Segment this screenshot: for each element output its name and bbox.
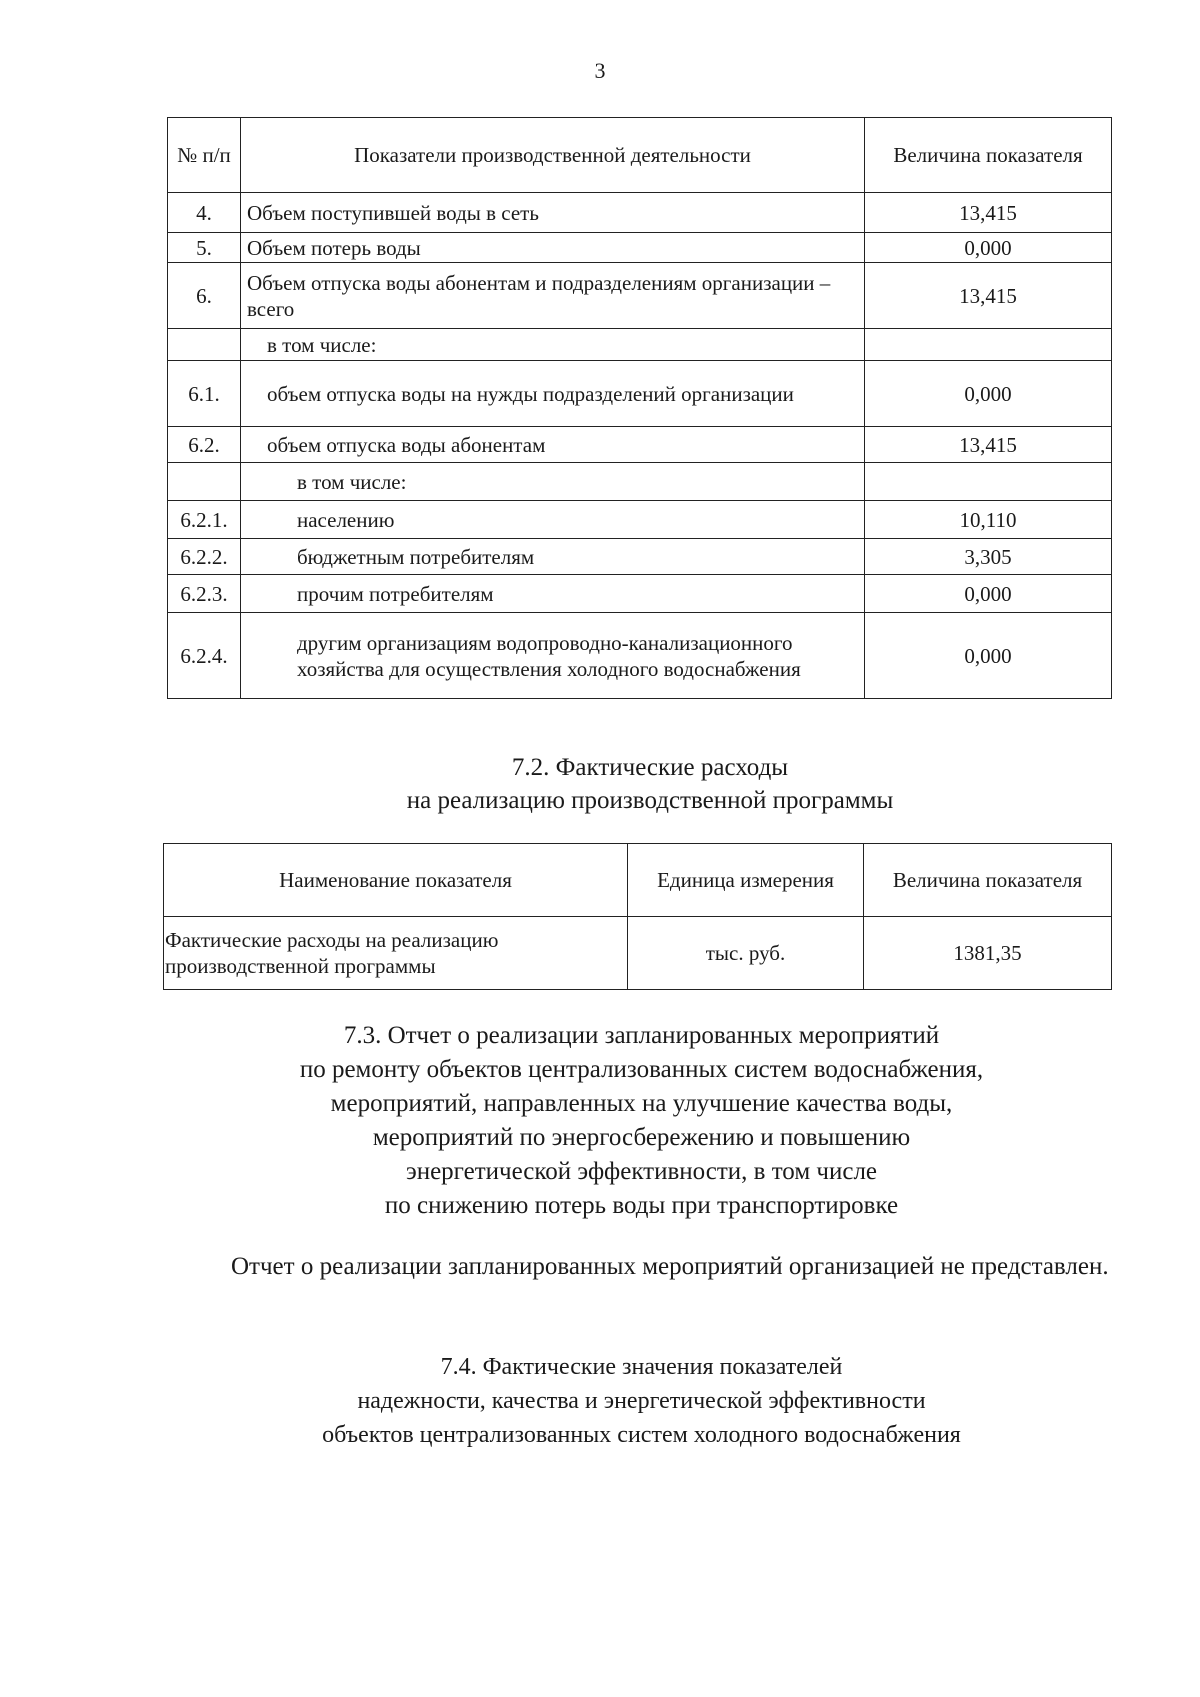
- row-number: [168, 463, 241, 501]
- expense-unit: тыс. руб.: [628, 917, 864, 990]
- table-row: [168, 501, 1112, 539]
- row-indicator: Объем отпуска воды абонентам и подразделениям организации – всего: [241, 263, 865, 329]
- table-row: [168, 613, 1112, 699]
- row-value: 13,415: [865, 427, 1112, 463]
- row-value: 0,000: [865, 361, 1112, 427]
- section-7-3-line: по ремонту объектов централизованных систем водоснабжения,: [299, 1056, 984, 1083]
- row-value: 3,305: [865, 539, 1112, 575]
- row-indicator: прочим потребителям: [241, 575, 865, 613]
- row-value: [865, 329, 1112, 361]
- table-row: [168, 575, 1112, 613]
- row-value: [865, 463, 1112, 501]
- row-number: 6.2.4.: [168, 613, 241, 699]
- row-number: 6.1.: [168, 361, 241, 427]
- header-name: Наименование показателя: [164, 844, 628, 917]
- report-paragraph: Отчет о реализации запланированных мероприятий организацией не представлен.: [231, 1253, 1109, 1280]
- section-7-4-line: надежности, качества и энергетической эффективности: [357, 1388, 926, 1414]
- table-row: [168, 361, 1112, 427]
- row-value: 0,000: [865, 233, 1112, 263]
- table-row: [168, 463, 1112, 501]
- section-7-3-line: 7.3. Отчет о реализации запланированных мероприятий: [343, 1022, 940, 1049]
- row-value: 13,415: [865, 193, 1112, 233]
- header-value: Величина показателя: [864, 844, 1112, 917]
- table-header-row: [164, 844, 1112, 917]
- table-row: [164, 917, 1112, 990]
- row-number: 6.: [168, 263, 241, 329]
- row-number: [168, 329, 241, 361]
- row-indicator: Объем потерь воды: [241, 233, 865, 263]
- header-number: № п/п: [168, 118, 241, 193]
- section-7-2-heading: [0, 751, 1200, 817]
- section-7-3-line: мероприятий по энергосбережению и повышению: [372, 1124, 911, 1151]
- table-row: [168, 263, 1112, 329]
- row-indicator: в том числе:: [241, 463, 865, 501]
- section-7-3-line: энергетической эффективности, в том числе: [405, 1158, 878, 1185]
- row-indicator: в том числе:: [241, 329, 865, 361]
- row-indicator: объем отпуска воды на нужды подразделений организации: [241, 361, 865, 427]
- row-indicator: населению: [241, 501, 865, 539]
- section-7-3-line: по снижению потерь воды при транспортировке: [384, 1192, 899, 1219]
- row-value: 10,110: [865, 501, 1112, 539]
- row-number: 6.2.: [168, 427, 241, 463]
- row-number: 5.: [168, 233, 241, 263]
- row-indicator: бюджетным потребителям: [241, 539, 865, 575]
- table-row: [168, 427, 1112, 463]
- header-value: Величина показателя: [865, 118, 1112, 193]
- row-number: 6.2.2.: [168, 539, 241, 575]
- row-number: 4.: [168, 193, 241, 233]
- table-row: [168, 329, 1112, 361]
- row-value: 13,415: [865, 263, 1112, 329]
- row-indicator: объем отпуска воды абонентам: [241, 427, 865, 463]
- header-indicator: Показатели производственной деятельности: [241, 118, 865, 193]
- table-body: [168, 193, 1112, 699]
- section-7-2-line: 7.2. Фактические расходы: [511, 754, 789, 781]
- expense-value: 1381,35: [864, 917, 1112, 990]
- row-value: 0,000: [865, 575, 1112, 613]
- section-7-4-heading: [0, 1350, 1200, 1452]
- table-row: [168, 539, 1112, 575]
- row-value: 0,000: [865, 613, 1112, 699]
- section-7-4-line: объектов централизованных систем холодного водоснабжения: [322, 1422, 961, 1448]
- section-7-3-heading: [0, 1019, 1200, 1223]
- table-row: [168, 193, 1112, 233]
- row-number: 6.2.1.: [168, 501, 241, 539]
- table-row: [168, 233, 1112, 263]
- table-header-row: [168, 118, 1112, 193]
- section-7-2-line: на реализацию производственной программы: [406, 787, 894, 814]
- expenses-table: [163, 843, 1112, 990]
- row-indicator: Объем поступившей воды в сеть: [241, 193, 865, 233]
- expense-name: Фактические расходы на реализацию производственной программы: [164, 917, 628, 990]
- header-unit: Единица измерения: [628, 844, 864, 917]
- row-indicator: другим организациям водопроводно-канализационного хозяйства для осуществления холодного водоснабжения: [241, 613, 865, 699]
- page-number: 3: [594, 58, 606, 83]
- production-indicators-table: [167, 117, 1112, 699]
- section-7-4-line: 7.4. Фактические значения показателей: [440, 1354, 843, 1380]
- row-number: 6.2.3.: [168, 575, 241, 613]
- section-7-3-line: мероприятий, направленных на улучшение качества воды,: [330, 1090, 953, 1117]
